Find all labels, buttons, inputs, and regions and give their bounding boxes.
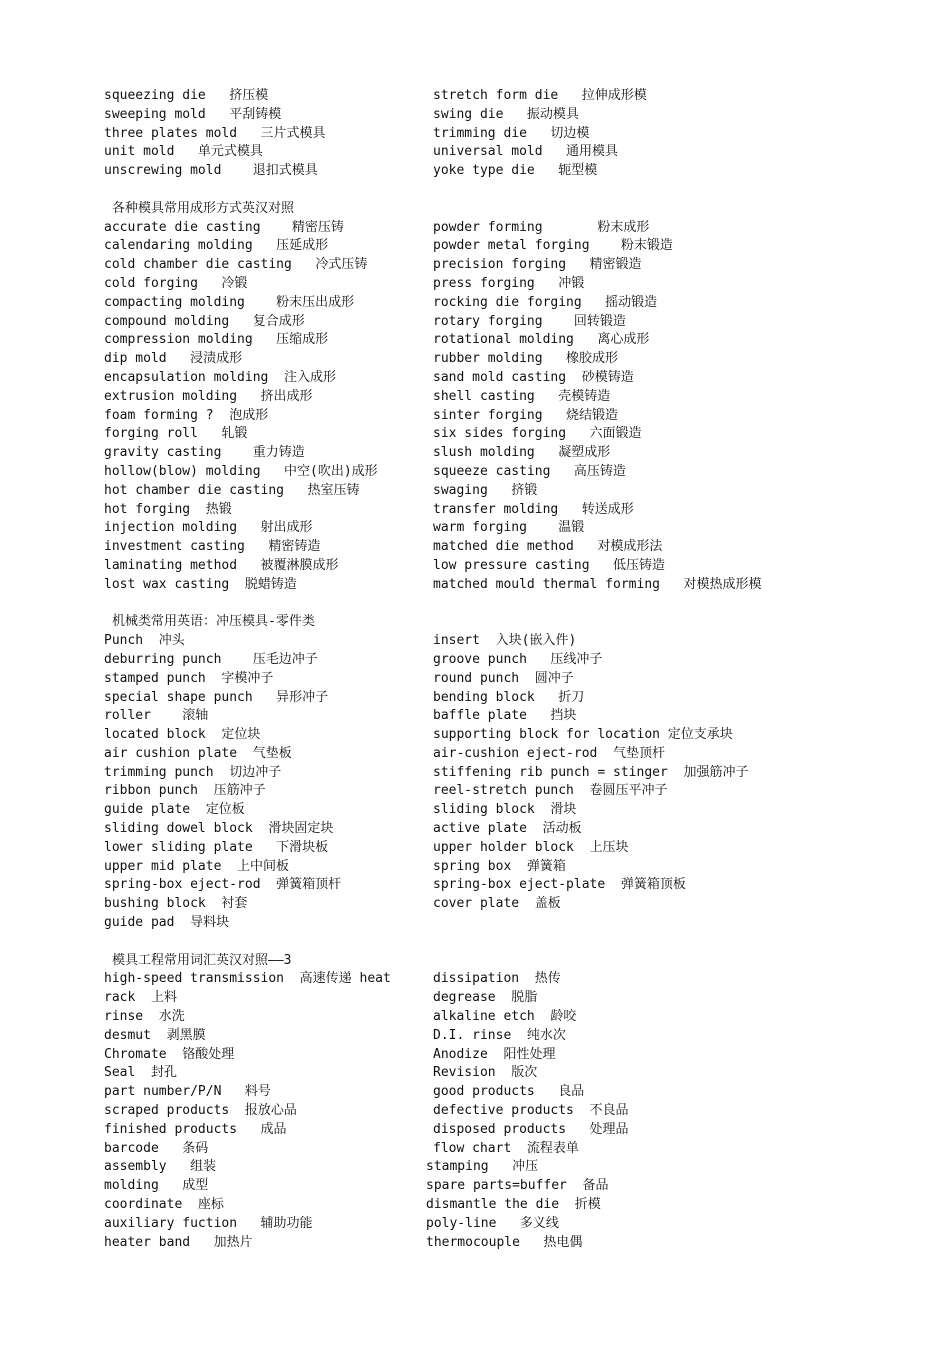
glossary-row xyxy=(104,782,804,801)
term-left: extrusion molding 挤出成形 xyxy=(104,388,313,404)
term-right: active plate 活动板 xyxy=(433,821,582,837)
term-left: deburring punch 压毛边冲子 xyxy=(104,651,318,667)
glossary-row xyxy=(104,388,804,407)
blank-line xyxy=(104,933,804,952)
glossary-row xyxy=(104,745,804,764)
term-right: slush molding 凝塑成形 xyxy=(433,445,611,461)
term-left: stamped punch 字模冲子 xyxy=(104,670,274,686)
term-left: high-speed transmission 高速传递 heat xyxy=(104,971,391,987)
term-left: hollow(blow) molding 中空(吹出)成形 xyxy=(104,463,378,479)
term-right: precision forging 精密锻造 xyxy=(433,257,642,273)
term-left: Seal 封孔 xyxy=(104,1065,177,1081)
glossary-row xyxy=(104,989,804,1008)
section-heading: 机械类常用英语：冲压模具-零件类 xyxy=(112,614,315,630)
glossary-row xyxy=(104,1158,804,1177)
term-left: rack 上料 xyxy=(104,990,177,1006)
term-right: degrease 脱脂 xyxy=(433,990,538,1006)
term-left: encapsulation molding 注入成形 xyxy=(104,369,337,385)
glossary-row xyxy=(104,707,804,726)
term-right: good products 良品 xyxy=(433,1084,585,1100)
term-left: hot forging 热锻 xyxy=(104,501,232,517)
term-right: sliding block 滑块 xyxy=(433,802,577,818)
term-right: matched die method 对模成形法 xyxy=(433,539,663,555)
term-left: air cushion plate 气垫板 xyxy=(104,745,292,761)
term-right: dissipation 热传 xyxy=(433,971,561,987)
glossary-row xyxy=(104,1102,804,1121)
term-right: stiffening rib punch = stinger 加强筋冲子 xyxy=(433,764,749,780)
term-right: powder forming 粉末成形 xyxy=(433,219,650,235)
glossary-row xyxy=(104,162,804,181)
term-left: lower sliding plate 下滑块板 xyxy=(104,839,329,855)
section-heading: 模具工程常用词汇英汉对照——3 xyxy=(112,952,292,968)
term-left: spring-box eject-rod 弹簧箱顶杆 xyxy=(104,877,342,893)
glossary-row xyxy=(104,106,804,125)
term-right: thermocouple 热电偶 xyxy=(426,1234,583,1250)
glossary-row xyxy=(104,1121,804,1140)
glossary-row xyxy=(104,895,804,914)
glossary-row xyxy=(104,501,804,520)
term-right: flow chart 流程表单 xyxy=(433,1140,579,1156)
term-left: roller 滚轴 xyxy=(104,708,209,724)
glossary-row xyxy=(104,876,804,895)
term-left: compacting molding 粉末压出成形 xyxy=(104,294,355,310)
term-left: auxiliary fuction 辅助功能 xyxy=(104,1215,313,1231)
term-right: alkaline etch 龄咬 xyxy=(433,1009,577,1025)
glossary-row xyxy=(104,801,804,820)
glossary-row xyxy=(104,87,804,106)
term-right: sinter forging 烧结锻造 xyxy=(433,407,619,423)
term-left: hot chamber die casting 热室压铸 xyxy=(104,482,360,498)
glossary-row xyxy=(104,1140,804,1159)
term-right: universal mold 通用模具 xyxy=(433,144,619,160)
glossary-row xyxy=(104,294,804,313)
term-right: round punch 圆冲子 xyxy=(433,670,574,686)
term-right: air-cushion eject-rod 气垫顶杆 xyxy=(433,745,666,761)
glossary-row xyxy=(104,538,804,557)
term-left: part number/P/N 料号 xyxy=(104,1084,271,1100)
term-left: lost wax casting 脱蜡铸造 xyxy=(104,576,297,592)
document-body xyxy=(104,87,804,1252)
term-right: poly-line 多义线 xyxy=(426,1215,559,1231)
term-left: sliding dowel block 滑块固定块 xyxy=(104,821,334,837)
term-left: rinse 水洗 xyxy=(104,1009,185,1025)
term-left: located block 定位块 xyxy=(104,727,261,743)
glossary-row xyxy=(104,726,804,745)
glossary-row xyxy=(104,519,804,538)
glossary-row xyxy=(104,970,804,989)
term-right: powder metal forging 粉末锻造 xyxy=(433,238,673,254)
glossary-row xyxy=(104,820,804,839)
term-left: compression molding 压缩成形 xyxy=(104,332,329,348)
term-right: bending block 折刀 xyxy=(433,689,585,705)
term-right: warm forging 温锻 xyxy=(433,520,585,536)
term-left: upper mid plate 上中间板 xyxy=(104,858,290,874)
glossary-row xyxy=(104,219,804,238)
glossary-row xyxy=(104,1046,804,1065)
term-right: stamping 冲压 xyxy=(426,1159,539,1175)
term-right: spring box 弹簧箱 xyxy=(433,858,566,874)
term-right: squeeze casting 高压铸造 xyxy=(433,463,626,479)
term-right: shell casting 壳模铸造 xyxy=(433,388,611,404)
glossary-row xyxy=(104,1234,804,1253)
term-right: Revision 版次 xyxy=(433,1065,538,1081)
term-right: dismantle the die 折模 xyxy=(426,1197,601,1213)
term-right: baffle plate 挡块 xyxy=(433,708,577,724)
glossary-row xyxy=(104,689,804,708)
term-right: transfer molding 转送成形 xyxy=(433,501,634,517)
glossary-row xyxy=(104,557,804,576)
term-right: reel-stretch punch 卷圆压平冲子 xyxy=(433,783,668,799)
term-left: laminating method 被覆淋膜成形 xyxy=(104,557,339,573)
term-right: yoke type die 轭型模 xyxy=(433,163,598,179)
glossary-row xyxy=(104,425,804,444)
glossary-row xyxy=(104,256,804,275)
glossary-row xyxy=(104,632,804,651)
glossary-row xyxy=(104,670,804,689)
glossary-row xyxy=(104,858,804,877)
blank-line xyxy=(104,181,804,200)
term-right: D.I. rinse 纯水次 xyxy=(433,1027,566,1043)
term-left: coordinate 座标 xyxy=(104,1197,224,1213)
term-left: assembly 组装 xyxy=(104,1159,217,1175)
glossary-row xyxy=(104,482,804,501)
term-right: rocking die forging 摇动锻造 xyxy=(433,294,658,310)
term-right: stretch form die 拉伸成形模 xyxy=(433,88,647,103)
term-left: dip mold 浸渍成形 xyxy=(104,351,243,367)
glossary-row xyxy=(104,463,804,482)
term-right: insert 入块(嵌入件) xyxy=(433,633,577,649)
term-right: rotational molding 离心成形 xyxy=(433,332,650,348)
glossary-row xyxy=(104,444,804,463)
term-left: unscrewing mold 退扣式模具 xyxy=(104,163,318,179)
term-right: sand mold casting 砂模铸造 xyxy=(433,369,634,385)
term-left: guide pad 导料块 xyxy=(104,915,230,931)
term-right: Anodize 阳性处理 xyxy=(433,1046,556,1062)
glossary-row xyxy=(104,369,804,388)
term-left: cold forging 冷锻 xyxy=(104,275,248,291)
term-left: bushing block 衬套 xyxy=(104,896,248,912)
term-right: spring-box eject-plate 弹簧箱顶板 xyxy=(433,877,686,893)
glossary-row xyxy=(104,125,804,144)
glossary-row xyxy=(104,331,804,350)
term-right: matched mould thermal forming 对模热成形模 xyxy=(433,576,762,592)
glossary-row xyxy=(104,1064,804,1083)
glossary-row xyxy=(104,1215,804,1234)
term-right: supporting block for location 定位支承块 xyxy=(433,727,733,743)
term-right: six sides forging 六面锻造 xyxy=(433,426,642,442)
term-left: unit mold 单元式模具 xyxy=(104,144,263,160)
section-heading: 各种模具常用成形方式英汉对照 xyxy=(112,200,295,216)
term-right: cover plate 盖板 xyxy=(433,896,561,912)
term-right: swing die 振动模具 xyxy=(433,106,579,122)
term-left: Punch 冲头 xyxy=(104,633,185,649)
term-right: trimming die 切边模 xyxy=(433,125,590,141)
glossary-row xyxy=(104,914,804,933)
glossary-row xyxy=(104,1196,804,1215)
term-right: disposed products 处理品 xyxy=(433,1121,629,1137)
glossary-row xyxy=(104,407,804,426)
glossary-row xyxy=(104,1008,804,1027)
term-left: calendaring molding 压延成形 xyxy=(104,238,329,254)
term-right: low pressure casting 低压铸造 xyxy=(433,557,666,573)
term-left: finished products 成品 xyxy=(104,1121,287,1137)
term-left: barcode 条码 xyxy=(104,1140,209,1156)
term-left: foam forming ? 泡成形 xyxy=(104,407,269,423)
term-left: special shape punch 异形冲子 xyxy=(104,689,329,705)
glossary-row xyxy=(104,237,804,256)
term-left: scraped products 报放心品 xyxy=(104,1103,297,1119)
term-left: forging roll 轧锻 xyxy=(104,426,248,442)
term-right: spare parts=buffer 备品 xyxy=(426,1178,609,1194)
term-right: swaging 挤锻 xyxy=(433,482,538,498)
term-left: investment casting 精密铸造 xyxy=(104,539,321,555)
blank-line xyxy=(104,595,804,614)
term-left: injection molding 射出成形 xyxy=(104,520,313,536)
term-left: cold chamber die casting 冷式压铸 xyxy=(104,257,368,273)
glossary-row xyxy=(104,1177,804,1196)
glossary-row xyxy=(104,651,804,670)
term-left: guide plate 定位板 xyxy=(104,802,245,818)
term-right: groove punch 压线冲子 xyxy=(433,651,603,667)
term-right: press forging 冲锻 xyxy=(433,275,585,291)
term-left: molding 成型 xyxy=(104,1178,209,1194)
glossary-row xyxy=(104,1083,804,1102)
term-left: trimming punch 切边冲子 xyxy=(104,764,282,780)
term-left: Chromate 铬酸处理 xyxy=(104,1046,235,1062)
term-left: heater band 加热片 xyxy=(104,1234,253,1250)
term-left: ribbon punch 压筋冲子 xyxy=(104,783,266,799)
term-left: gravity casting 重力铸造 xyxy=(104,445,305,461)
glossary-row xyxy=(104,576,804,595)
term-right: defective products 不良品 xyxy=(433,1103,629,1119)
term-left: accurate die casting 精密压铸 xyxy=(104,219,344,235)
glossary-row xyxy=(104,143,804,162)
term-left: compound molding 复合成形 xyxy=(104,313,305,329)
term-right: rubber molding 橡胶成形 xyxy=(433,351,619,367)
term-left: sweeping mold 平刮铸模 xyxy=(104,106,282,122)
glossary-row xyxy=(104,350,804,369)
glossary-row xyxy=(104,275,804,294)
glossary-row xyxy=(104,313,804,332)
term-right: rotary forging 回转锻造 xyxy=(433,313,626,329)
glossary-row xyxy=(104,839,804,858)
term-left: three plates mold 三片式模具 xyxy=(104,125,326,141)
term-left: squeezing die 挤压模 xyxy=(104,88,269,103)
term-left: desmut 剥黑膜 xyxy=(104,1027,206,1043)
glossary-row xyxy=(104,1027,804,1046)
glossary-row xyxy=(104,764,804,783)
term-right: upper holder block 上压块 xyxy=(433,839,629,855)
